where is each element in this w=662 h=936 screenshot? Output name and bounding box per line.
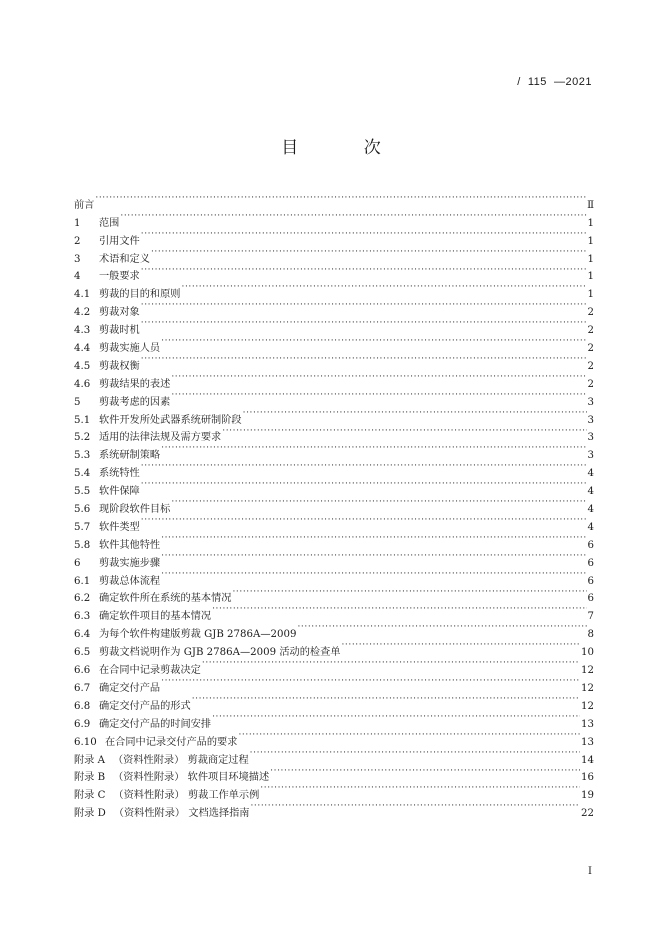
toc-entry-label: （资料性附录） 文档选择指南 (113, 808, 250, 820)
toc-entry[interactable] (74, 494, 594, 516)
toc-entry-label: 剪裁总体流程 (99, 575, 161, 587)
toc-entry-number: 4.6 (74, 378, 91, 390)
toc-dot-leader (141, 512, 587, 530)
toc-entry-number: 5.3 (74, 450, 91, 462)
toc-entry-number: 5.2 (74, 432, 91, 444)
toc-entry-label: （资料性附录） 剪裁工作单示例 (113, 790, 260, 802)
toc-entry-number: 4.5 (74, 360, 91, 372)
toc-entry[interactable] (74, 315, 594, 337)
toc-entry-label: 剪裁文档说明作为 GJB 2786A—2009 活动的检查单 (99, 647, 341, 659)
toc-dot-leader (238, 727, 580, 745)
toc-entry-number: 6.2 (74, 593, 91, 605)
toc-entry-label: 剪裁时机 (99, 325, 140, 337)
toc-entry-page: 22 (581, 808, 594, 820)
toc-entry-number: 6.6 (74, 665, 91, 677)
toc-entry-page: 12 (581, 682, 594, 694)
toc-dot-leader (141, 262, 587, 280)
toc-entry-label: 在合同中记录剪裁决定 (99, 665, 201, 677)
toc-entry-number: 2 (74, 235, 81, 247)
table-of-contents (74, 190, 594, 820)
toc-entry-label: 为每个软件构建版剪裁 GJB 2786A—2009 (99, 629, 297, 641)
toc-dot-leader (161, 673, 580, 691)
toc-entry-number: 5.4 (74, 468, 91, 480)
toc-entry-label: 前言 (74, 199, 95, 211)
toc-entry-page: 13 (581, 718, 594, 730)
toc-entry-page: 2 (587, 325, 594, 337)
toc-entry[interactable] (74, 458, 594, 480)
toc-dot-leader (243, 405, 587, 423)
toc-entry-label: 一般要求 (99, 271, 140, 283)
toc-entry-label: 软件开发所处武器系统研制阶段 (99, 414, 242, 426)
toc-dot-leader (171, 369, 586, 387)
toc-entry-number: 5.6 (74, 504, 91, 516)
toc-entry-page: 3 (587, 396, 594, 408)
toc-entry-number: 5.1 (74, 414, 91, 426)
toc-entry-number: 6.8 (74, 700, 91, 712)
toc-entry-number: 附录 D (74, 808, 106, 820)
toc-entry-page: 16 (581, 772, 594, 784)
toc-entry[interactable] (74, 279, 594, 301)
toc-entry-number: 6.9 (74, 718, 91, 730)
toc-entry-number: 5.8 (74, 539, 91, 551)
toc-dot-leader (141, 476, 587, 494)
toc-entry-label: 剪裁的目的和原则 (99, 289, 181, 301)
toc-entry-page: 14 (581, 754, 594, 766)
toc-entry-page: 6 (587, 539, 594, 551)
toc-dot-leader (141, 458, 587, 476)
toc-entry-number: 6.4 (74, 629, 91, 641)
toc-entry-page: 6 (587, 557, 594, 569)
page-title: 目 次 (281, 138, 411, 158)
toc-entry-label: 软件保障 (99, 486, 140, 498)
toc-entry[interactable] (74, 476, 594, 498)
toc-dot-leader (161, 530, 586, 548)
toc-dot-leader (141, 297, 587, 315)
toc-entry-number: 5 (74, 396, 81, 408)
toc-entry-page: 1 (587, 217, 594, 229)
toc-dot-leader (212, 709, 580, 727)
toc-entry-number: 6 (74, 557, 81, 569)
toc-entry-label: 确定交付产品的时间安排 (99, 718, 212, 730)
toc-entry-number: 附录 C (74, 790, 106, 802)
toc-entry-label: 软件类型 (99, 521, 140, 533)
toc-entry-page: 13 (581, 736, 594, 748)
toc-entry-page: 12 (581, 700, 594, 712)
toc-dot-leader (95, 190, 586, 208)
toc-entry-page: Ⅱ (587, 199, 594, 211)
toc-dot-leader (171, 494, 586, 512)
toc-entry[interactable] (74, 369, 594, 390)
toc-entry[interactable] (74, 530, 594, 551)
toc-entry-page: 12 (581, 665, 594, 677)
document-code: / 115 —2021 (517, 76, 592, 88)
toc-entry-label: 剪裁权衡 (99, 360, 140, 372)
toc-entry-page: 1 (587, 289, 594, 301)
toc-entry-label: 在合同中记录交付产品的要求 (105, 736, 238, 748)
toc-entry-label: 系统特性 (99, 468, 140, 480)
toc-dot-leader (141, 315, 587, 333)
toc-entry-number: 6.5 (74, 647, 91, 659)
toc-entry-label: 确定交付产品 (99, 682, 161, 694)
toc-dot-leader (270, 763, 580, 781)
toc-entry-number: 附录 A (74, 754, 105, 766)
toc-entry-label: （资料性附录） 软件项目环境描述 (113, 772, 270, 784)
toc-dot-leader (260, 780, 580, 798)
toc-entry-page: 4 (587, 468, 594, 480)
toc-entry[interactable] (74, 351, 594, 372)
toc-entry-page: 1 (587, 235, 594, 247)
toc-entry-label: 系统研制策略 (99, 450, 161, 462)
toc-entry-label: 现阶段软件目标 (99, 504, 171, 516)
toc-entry-number: 4 (74, 271, 81, 283)
toc-entry-page: 4 (587, 521, 594, 533)
toc-entry-label: 范围 (99, 217, 120, 229)
toc-entry-number: 5.7 (74, 521, 91, 533)
toc-entry[interactable] (74, 512, 594, 533)
toc-entry-label: 剪裁实施步骤 (99, 557, 161, 569)
toc-entry-page: 1 (587, 253, 594, 265)
toc-entry[interactable] (74, 190, 594, 211)
toc-entry-label: 剪裁结果的表述 (99, 378, 171, 390)
toc-dot-leader (161, 566, 586, 584)
toc-entry[interactable] (74, 297, 594, 319)
toc-entry-page: 4 (587, 486, 594, 498)
toc-dot-leader (161, 548, 586, 566)
toc-entry[interactable] (74, 333, 594, 355)
toc-entry-page: 2 (587, 378, 594, 390)
toc-entry[interactable] (74, 244, 594, 265)
toc-entry-page: 2 (587, 360, 594, 372)
toc-entry[interactable] (74, 208, 594, 229)
toc-entry-number: 1 (74, 217, 81, 229)
toc-entry-label: 剪裁实施人员 (99, 343, 161, 355)
toc-dot-leader (250, 745, 580, 763)
toc-entry-page: 3 (587, 432, 594, 444)
toc-entry-page: 2 (587, 307, 594, 319)
toc-entry-page: 6 (587, 593, 594, 605)
toc-entry[interactable] (74, 262, 594, 283)
toc-dot-leader (192, 691, 580, 709)
page-number: I (588, 866, 592, 877)
toc-entry-number: 6.3 (74, 611, 91, 623)
toc-dot-leader (212, 601, 586, 619)
toc-entry-number: 6.10 (74, 736, 97, 748)
toc-dot-leader (161, 440, 586, 458)
toc-dot-leader (250, 798, 580, 816)
toc-entry-label: 适用的法律法规及需方要求 (99, 432, 222, 444)
toc-dot-leader (202, 655, 580, 673)
toc-entry-number: 4.4 (74, 343, 91, 355)
toc-entry-number: 6.1 (74, 575, 91, 587)
toc-entry-page: 8 (587, 629, 594, 641)
toc-dot-leader (341, 637, 580, 655)
toc-dot-leader (171, 387, 586, 405)
toc-entry-label: 引用文件 (99, 235, 140, 247)
toc-entry-label: 确定软件所在系统的基本情况 (99, 593, 232, 605)
toc-dot-leader (161, 333, 586, 351)
toc-dot-leader (141, 351, 587, 369)
toc-entry-label: （资料性附录） 剪裁商定过程 (112, 754, 249, 766)
toc-entry-number: 附录 B (74, 772, 106, 784)
toc-dot-leader (182, 279, 587, 297)
toc-entry-number: 3 (74, 253, 81, 265)
toc-entry-number: 4.1 (74, 289, 91, 301)
toc-entry[interactable] (74, 226, 594, 247)
toc-dot-leader (151, 244, 587, 262)
toc-dot-leader (232, 584, 586, 602)
toc-dot-leader (141, 226, 587, 244)
toc-entry-page: 2 (587, 343, 594, 355)
toc-entry-number: 6.7 (74, 682, 91, 694)
toc-entry-label: 确定软件项目的基本情况 (99, 611, 212, 623)
toc-dot-leader (222, 423, 586, 441)
toc-entry-label: 确定交付产品的形式 (99, 700, 191, 712)
toc-entry-page: 7 (587, 611, 594, 623)
toc-entry-number: 4.2 (74, 307, 91, 319)
toc-entry-page: 4 (587, 504, 594, 516)
toc-dot-leader (120, 208, 586, 226)
toc-entry-page: 3 (587, 414, 594, 426)
toc-entry-number: 5.5 (74, 486, 91, 498)
toc-entry-page: 3 (587, 450, 594, 462)
toc-entry-label: 术语和定义 (99, 253, 150, 265)
toc-entry-page: 19 (581, 790, 594, 802)
toc-entry-page: 6 (587, 575, 594, 587)
toc-entry-label: 剪裁对象 (99, 307, 140, 319)
toc-dot-leader (297, 619, 586, 637)
toc-entry-page: 1 (587, 271, 594, 283)
toc-entry-number: 4.3 (74, 325, 91, 337)
toc-entry-page: 10 (581, 647, 594, 659)
toc-entry-label: 剪裁考虑的因素 (99, 396, 171, 408)
toc-entry-label: 软件其他特性 (99, 539, 161, 551)
